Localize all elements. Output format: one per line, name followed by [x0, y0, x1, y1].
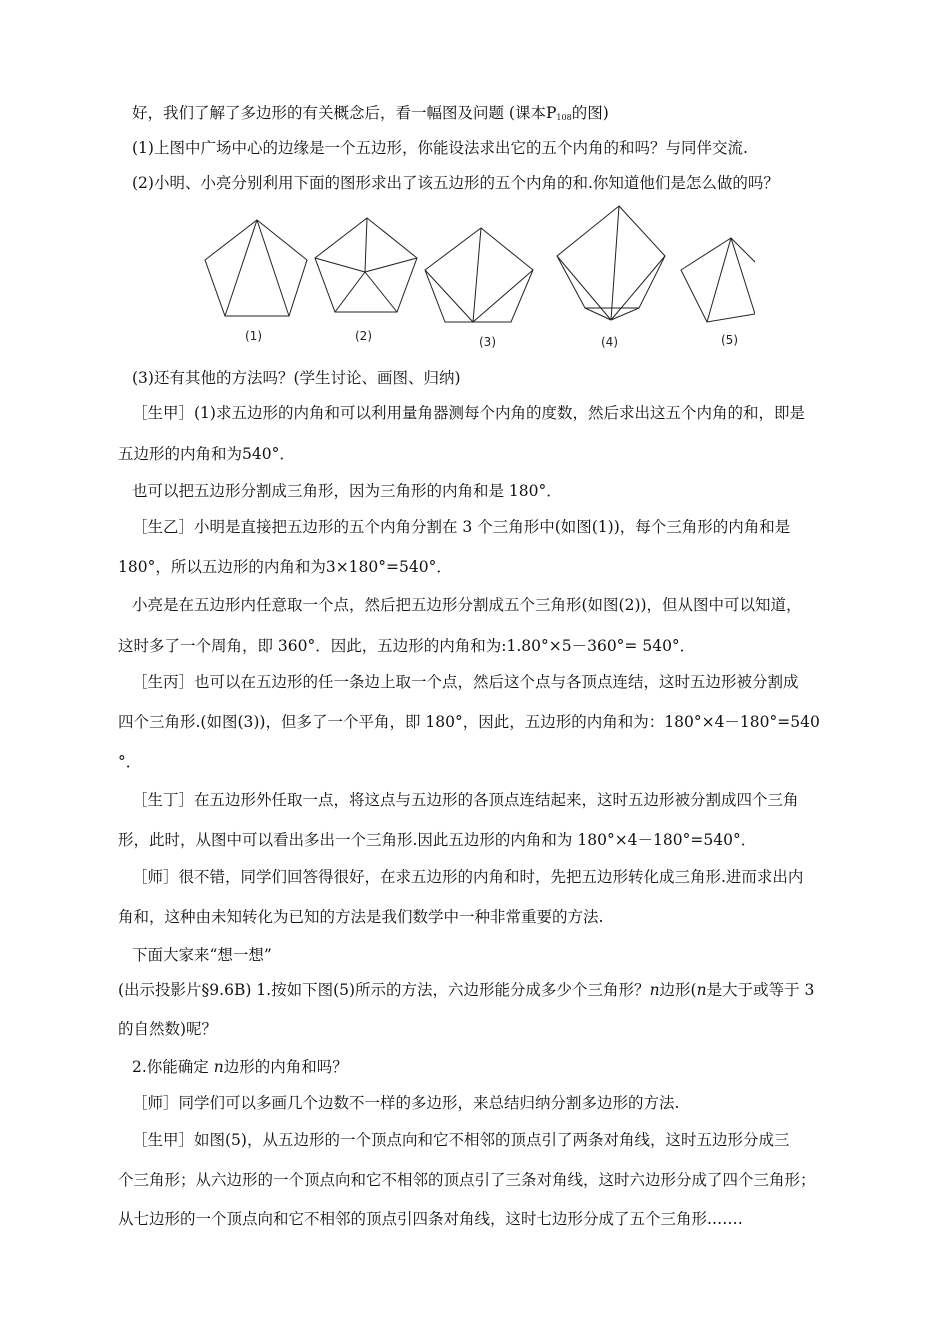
- intro-text-end: 的图): [571, 104, 609, 122]
- projection-line-1: [118, 980, 814, 1000]
- projection-line-2: 的自然数)呢？: [118, 1020, 218, 1038]
- student-jia-line-3: 也可以把五边形分割成三角形，因为三角形的内角和是 180°．: [132, 482, 562, 500]
- student-jia2-line-2: 个三角形；从六边形的一个顶点向和它不相邻的顶点引了三条对角线，这时六边形分成了四个三角形；: [118, 1171, 816, 1189]
- student-bing-line-2: 四个三角形.(如图(3))，但多了一个平角，即 180°，因此，五边形的内角和为：180°×4－180°=540: [118, 713, 820, 731]
- figure-5-pentagon: [681, 238, 755, 322]
- teacher-line-1: ［师］很不错，同学们回答得很好，在求五边形的内角和时，先把五边形转化成三角形.进而求出内: [132, 868, 804, 886]
- student-jia2-line-3: 从七边形的一个顶点向和它不相邻的顶点引四条对角线，这时七边形分成了五个三角形.……: [118, 1210, 743, 1228]
- student-ding-line-2: 形，此时，从图中可以看出多出一个三角形.因此五边形的内角和为 180°×4－180°=540°．: [118, 831, 757, 849]
- variable-n-2: n: [696, 981, 707, 999]
- question-1: (1)上图中广场中心的边缘是一个五边形，你能设法求出它的五个内角的和吗？与同伴交流.: [132, 139, 748, 157]
- question-n-text-a: 2.你能确定: [132, 1058, 214, 1076]
- student-jia-line-1: ［生甲］(1)求五边形的内角和可以利用量角器测每个内角的度数，然后求出这五个内角的和，即是: [132, 404, 805, 422]
- figure-label-1: (1): [245, 329, 262, 343]
- figure-1-pentagon: [205, 220, 307, 316]
- xiaoliang-line-1: 小亮是在五边形内任意取一个点，然后把五边形分割成五个三角形(如图(2))，但从图中可以知道，: [132, 596, 802, 614]
- student-bing-line-1: ［生丙］也可以在五边形的任一条边上取一个点，然后这个点与各顶点连结，这时五边形被分割成: [132, 673, 799, 691]
- student-yi-line-1: ［生乙］小明是直接把五边形的五个内角分割在 3 个三角形中(如图(1))，每个三角形的内角和是: [132, 518, 791, 536]
- projection-text-b: 边形(: [659, 981, 697, 999]
- student-yi-line-2: 180°，所以五边形的内角和为3×180°=540°．: [118, 558, 452, 576]
- projection-text-c: 是大于或等于 3: [706, 981, 815, 999]
- student-bing-line-3: °．: [118, 753, 142, 771]
- question-2: (2)小明、小亮分别利用下面的图形求出了该五边形的五个内角的和.你知道他们是怎么做的吗？: [132, 174, 779, 192]
- figure-3-pentagon: [425, 228, 533, 322]
- student-jia2-line-1: ［生甲］如图(5)，从五边形的一个顶点向和它不相邻的顶点引了两条对角线，这时五边形分成三: [132, 1131, 790, 1149]
- xiaoliang-line-2: 这时多了一个周角，即 360°．因此，五边形的内角和为:1.80°×5－360°= 540°．: [118, 637, 696, 655]
- figure-label-3: (3): [479, 335, 496, 349]
- figure-label-5: (5): [721, 333, 738, 347]
- figure-2-pentagon: [315, 218, 417, 312]
- pentagon-figures: [195, 198, 755, 358]
- teacher2-line: ［师］同学们可以多画几个边数不一样的多边形，来总结归纳分割多边形的方法.: [132, 1094, 680, 1112]
- figure-4-pentagon: [557, 206, 665, 320]
- variable-n: n: [649, 981, 660, 999]
- think-heading: 下面大家来“想一想”: [132, 946, 272, 964]
- projection-text-a: (出示投影片§9.6B) 1.按如下图(5)所示的方法，六边形能分成多少个三角形？: [118, 981, 650, 999]
- question-n-gon: [132, 1057, 348, 1077]
- figure-label-4: (4): [601, 335, 618, 349]
- variable-n-3: n: [213, 1058, 224, 1076]
- student-ding-line-1: ［生丁］在五边形外任取一点，将这点与五边形的各顶点连结起来，这时五边形被分割成四个三角: [132, 791, 799, 809]
- figure-label-2: (2): [355, 329, 372, 343]
- page-ref-subscript: 108: [556, 113, 572, 122]
- teacher-line-2: 角和，这种由未知转化为已知的方法是我们数学中一种非常重要的方法.: [118, 908, 604, 926]
- question-3: (3)还有其他的方法吗？(学生讨论、画图、归纳): [132, 369, 461, 387]
- intro-paragraph: [132, 103, 609, 128]
- question-n-text-b: 边形的内角和吗？: [223, 1058, 348, 1076]
- intro-text: 好，我们了解了多边形的有关概念后，看一幅图及问题 (课本P: [132, 104, 557, 122]
- student-jia-line-2: 五边形的内角和为540°．: [118, 445, 295, 463]
